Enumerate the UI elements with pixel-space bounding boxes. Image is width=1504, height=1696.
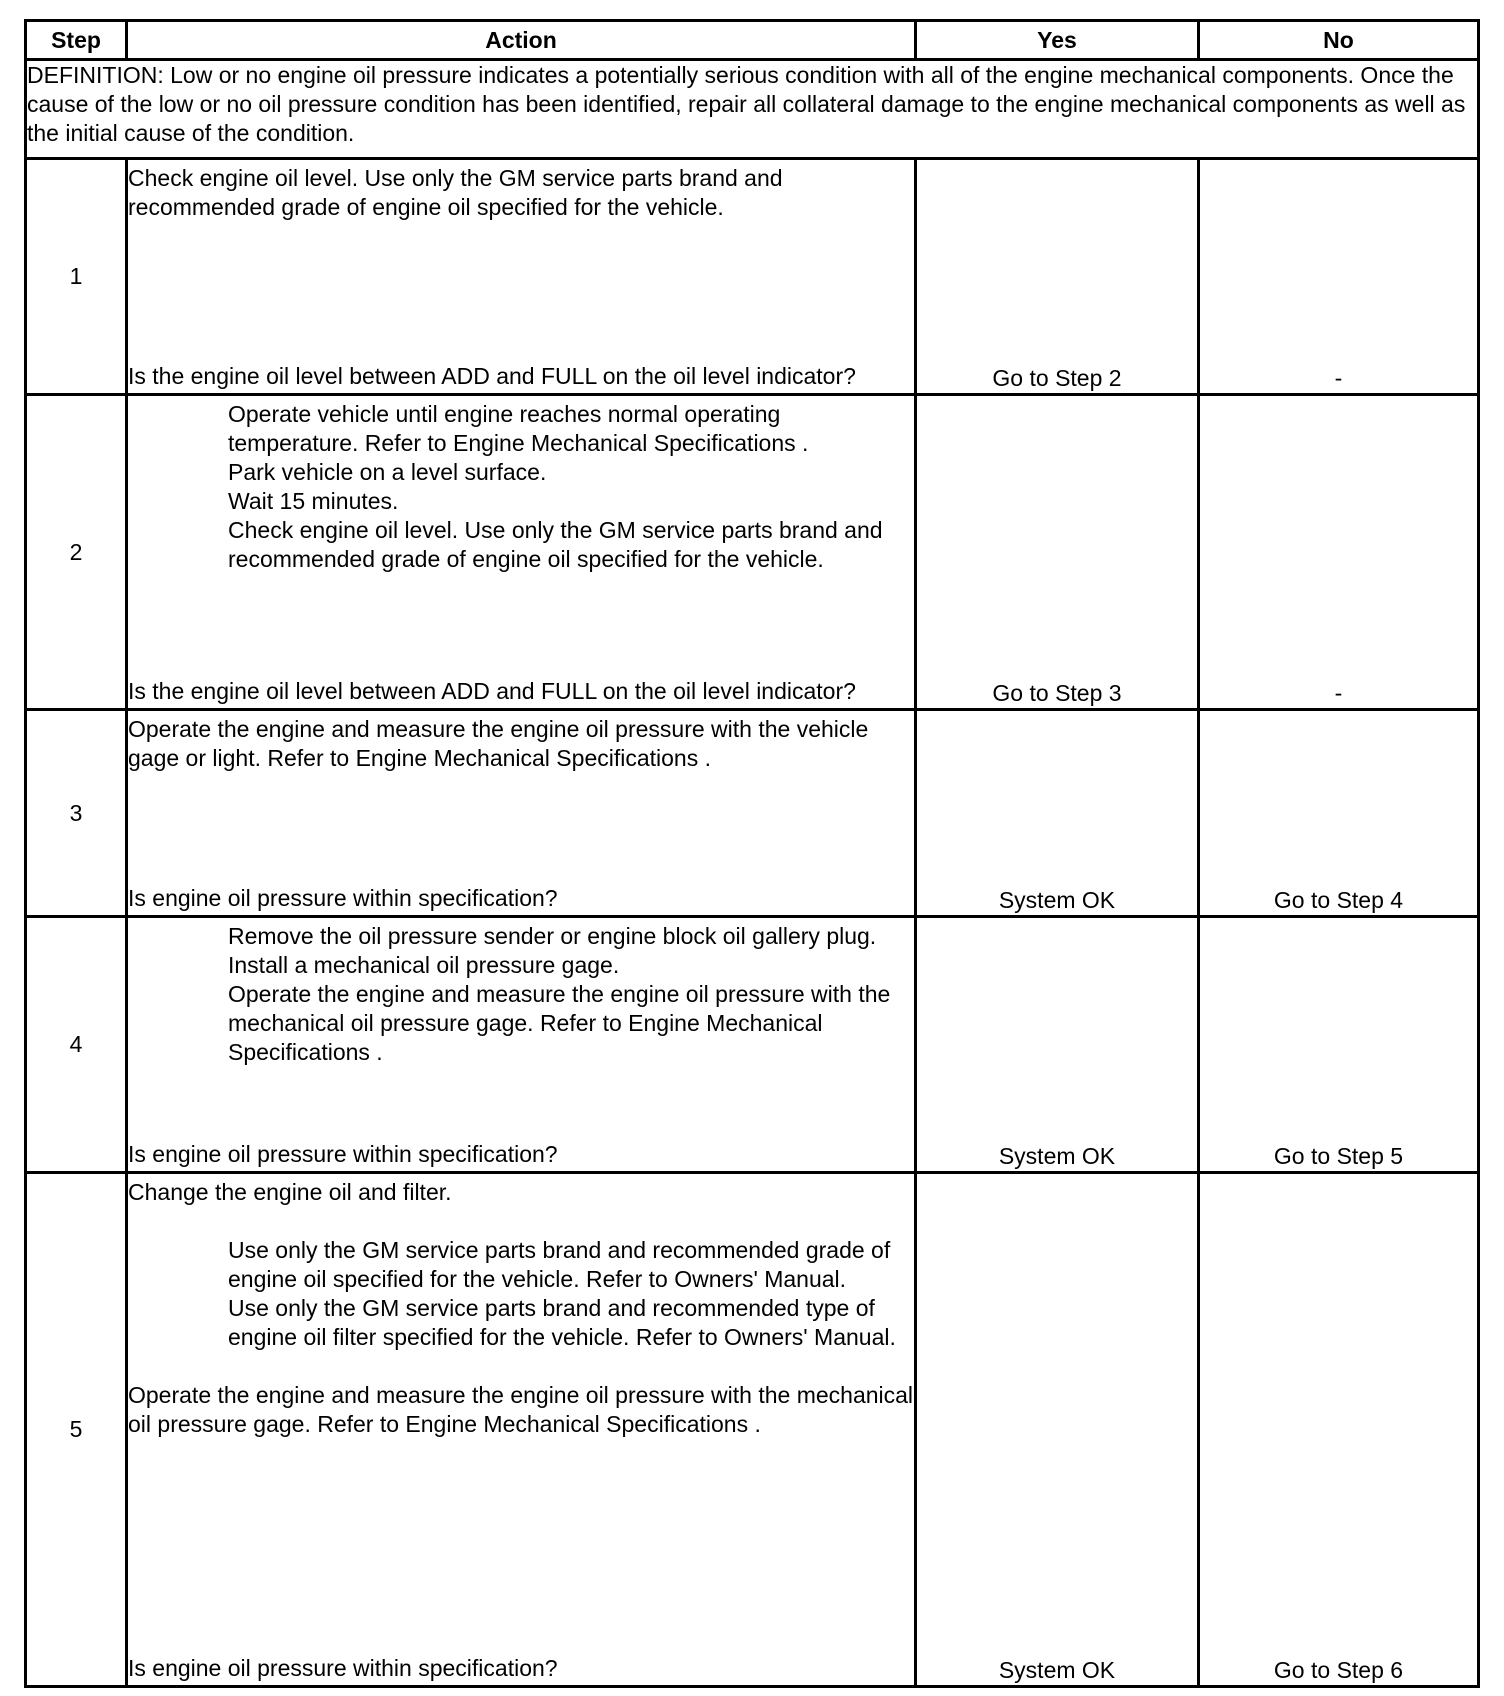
step-number: 1 — [26, 159, 127, 395]
action-cell — [127, 1173, 916, 1687]
action-question: Is engine oil pressure within specification? — [128, 885, 558, 911]
step-number: 5 — [26, 1173, 127, 1687]
action-item: Check engine oil level. Use only the GM service parts brand and recommended grade of engine oil specified for the vehicle. — [228, 517, 883, 572]
action-text: Operate the engine and measure the engine oil pressure with the vehicle gage or light. Refer to Engine Mechanical Specifications . — [128, 716, 869, 771]
yes-result: System OK — [916, 917, 1199, 1173]
action-item: Wait 15 minutes. — [228, 488, 399, 514]
no-result: Go to Step 4 — [1199, 710, 1479, 917]
action-question: Is the engine oil level between ADD and FULL on the oil level indicator? — [128, 363, 856, 389]
header-step: Step — [26, 21, 127, 60]
table-row — [26, 395, 1479, 710]
yes-result: System OK — [916, 1173, 1199, 1687]
table-row — [26, 710, 1479, 917]
no-result: Go to Step 6 — [1199, 1173, 1479, 1687]
action-cell — [127, 710, 916, 917]
no-result: - — [1199, 395, 1479, 710]
action-question: Is the engine oil level between ADD and FULL on the oil level indicator? — [128, 678, 856, 704]
definition-text: DEFINITION: Low or no engine oil pressure indicates a potentially serious condition with all of the engine mechanical components. Once the cause of the low or no oil pressure condition has been identified, repair all collateral damage to the engine mechanical components as well as the initial cause of the condition. — [26, 60, 1479, 159]
action-item: Operate the engine and measure the engine oil pressure with the mechanical oil pressure gage. Refer to Engine Mechanical Specifications . — [228, 981, 891, 1065]
action-text: Operate the engine and measure the engine oil pressure with the mechanical oil pressure gage. Refer to Engine Mechanical Specifications . — [128, 1382, 914, 1437]
action-question: Is engine oil pressure within specification? — [128, 1655, 558, 1681]
action-text: Check engine oil level. Use only the GM service parts brand and recommended grade of engine oil specified for the vehicle. — [128, 165, 783, 220]
yes-result: Go to Step 3 — [916, 395, 1199, 710]
action-item: Park vehicle on a level surface. — [228, 459, 547, 485]
step-number: 4 — [26, 917, 127, 1173]
action-item: Use only the GM service parts brand and recommended type of engine oil filter specified for the vehicle. Refer to Owners' Manual. — [228, 1295, 896, 1350]
action-text: Change the engine oil and filter. — [128, 1179, 452, 1205]
yes-result: System OK — [916, 710, 1199, 917]
action-cell — [127, 917, 916, 1173]
action-item: Operate vehicle until engine reaches normal operating temperature. Refer to Engine Mechanical Specifications . — [228, 401, 809, 456]
action-question: Is engine oil pressure within specification? — [128, 1141, 558, 1167]
header-yes: Yes — [916, 21, 1199, 60]
no-result: - — [1199, 159, 1479, 395]
table-row — [26, 1173, 1479, 1687]
no-result: Go to Step 5 — [1199, 917, 1479, 1173]
action-item: Use only the GM service parts brand and recommended grade of engine oil specified for the vehicle. Refer to Owners' Manual. — [228, 1237, 891, 1292]
action-cell — [127, 159, 916, 395]
yes-result: Go to Step 2 — [916, 159, 1199, 395]
action-item: Remove the oil pressure sender or engine block oil gallery plug. — [228, 923, 877, 949]
action-item: Install a mechanical oil pressure gage. — [228, 952, 620, 978]
header-action: Action — [127, 21, 916, 60]
definition-row — [26, 60, 1479, 159]
table-row — [26, 917, 1479, 1173]
step-number: 2 — [26, 395, 127, 710]
step-number: 3 — [26, 710, 127, 917]
header-row — [26, 21, 1479, 60]
action-cell — [127, 395, 916, 710]
diagnostic-table — [24, 19, 1480, 1688]
header-no: No — [1199, 21, 1479, 60]
table-row — [26, 159, 1479, 395]
